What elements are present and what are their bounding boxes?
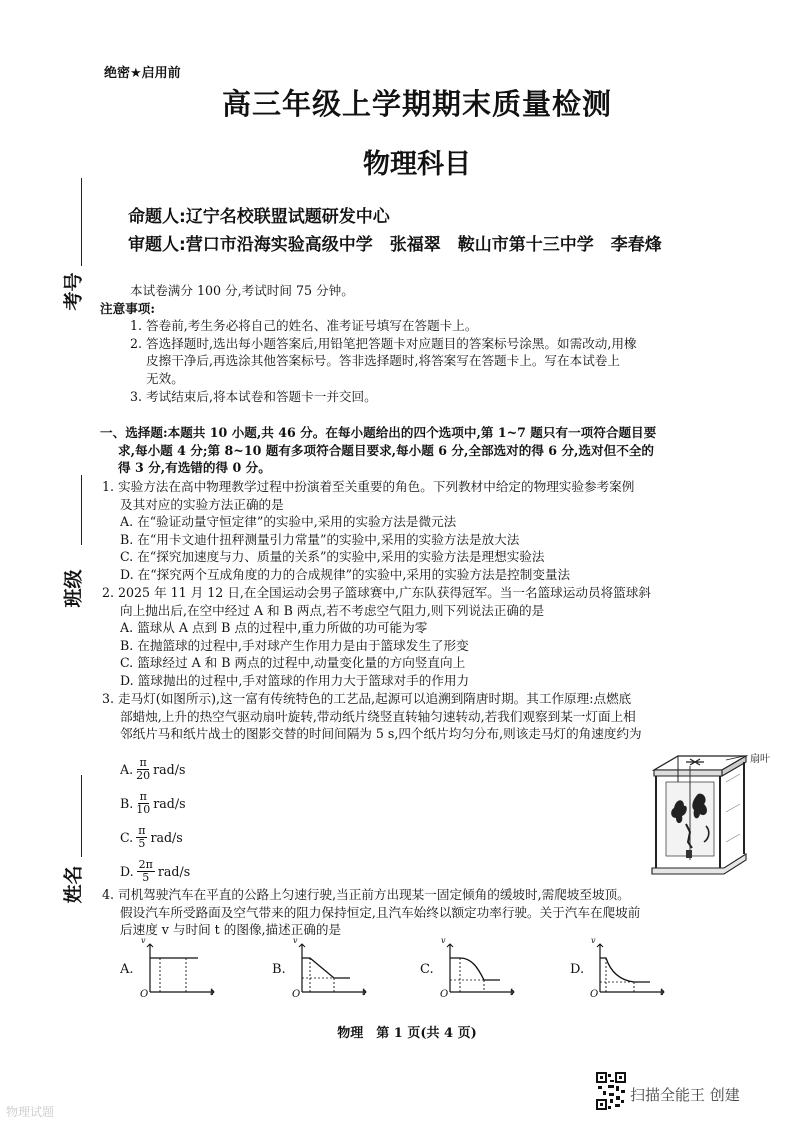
graph-letter: D.: [570, 962, 585, 977]
name-label: 姓名: [62, 865, 85, 904]
q4-stem: 后速度 v 与时间 t 的图像,描述正确的是: [120, 922, 342, 938]
lantern-illustration: [646, 752, 766, 882]
fraction-denominator: 5: [138, 836, 146, 850]
note-item: 2. 答选择题时,选出每小题答案后,用铅笔把答题卡对应题目的答案标号涂黑。如需改动,用橡: [130, 335, 637, 351]
intro-text: 本试卷满分 100 分,考试时间 75 分钟。: [130, 283, 354, 298]
graph-v-label: v: [441, 936, 446, 945]
scanner-watermark: 扫描全能王 创建: [630, 1086, 740, 1104]
q4-stem: 假设汽车所受路面及空气带来的阻力保持恒定,且汽车始终以额定功率行驶。关于汽车在爬坡前: [120, 904, 641, 920]
graph-v-label: v: [591, 936, 596, 945]
graph-v-label: v: [141, 936, 146, 945]
q3-options: [102, 752, 302, 888]
lantern-figure: [646, 752, 770, 882]
q1-option-b: B. 在“用卡文迪什扭秤测量引力常量”的实验中,采用的实验方法是放大法: [120, 531, 520, 547]
graph-v-label: v: [293, 936, 298, 945]
section-line: 求,每小题 4 分;第 8~10 题有多项符合题目要求,每小题 6 分,全部选对的得 6 分,选对但不全的: [118, 442, 654, 458]
q4-graph-a: [120, 936, 216, 1002]
q4-graph-b: [272, 936, 368, 1002]
confidential-mark: 绝密★启用前: [104, 66, 181, 81]
q3-stem: 邻纸片马和纸片战士的图影交替的时间间隔为 5 s,四个纸片均匀分布,则该走马灯的角速度约为: [120, 726, 642, 742]
graph-origin-label: O: [140, 989, 149, 1000]
option-unit: rad/s: [153, 795, 186, 811]
fraction: [136, 757, 150, 782]
note-item: 无效。: [146, 370, 184, 386]
question-4: [102, 886, 770, 939]
fraction-numerator: π: [138, 823, 146, 837]
option-letter: C.: [120, 829, 134, 845]
q3-option-c: [102, 820, 302, 854]
q2-stem: 2. 2025 年 11 月 12 日,在全国运动会男子篮球赛中,广东队获得冠军。当一名篮球运动员将篮球斜: [102, 585, 651, 600]
graph-letter: B.: [272, 962, 286, 977]
fraction-numerator: π: [139, 789, 147, 803]
graph-origin-label: O: [590, 989, 599, 1000]
graph-c-plot: [442, 940, 516, 1000]
fraction: [136, 791, 150, 816]
class-field: [55, 475, 89, 615]
fraction: [137, 859, 155, 884]
q4-stem: 4. 司机驾驶汽车在平直的公路上匀速行驶,当正前方出现某一固定倾角的缓坡时,需爬坡至坡顶。: [102, 887, 630, 902]
exam-title: 高三年级上学期期末质量检测: [221, 87, 612, 121]
graph-t-label: t: [660, 988, 664, 998]
note-item: 1. 答卷前,考生务必将自己的姓名、准考证号填写在答题卡上。: [130, 318, 478, 334]
q1-option-c: C. 在“探究加速度与力、质量的关系”的实验中,采用的实验方法是理想实验法: [120, 549, 545, 565]
class-blank: [81, 475, 82, 545]
graph-t-label: t: [210, 988, 214, 998]
option-unit: rad/s: [153, 761, 186, 777]
author-line: 命题人:辽宁名校联盟试题研发中心: [128, 207, 390, 227]
q2-option-a: A. 篮球从 A 点到 B 点的过程中,重力所做的功可能为零: [120, 620, 428, 636]
question-1: [102, 478, 770, 584]
exam-number-label: 考号: [62, 272, 85, 311]
graph-letter: C.: [420, 962, 434, 977]
q3-option-d: [102, 854, 302, 888]
qr-code: [596, 1072, 626, 1110]
subject-title: 物理科目: [363, 149, 471, 180]
graph-origin-label: O: [440, 989, 449, 1000]
option-unit: rad/s: [157, 863, 191, 879]
graph-a-plot: [142, 940, 216, 1000]
graph-t-label: t: [510, 988, 514, 998]
instructions: [100, 282, 768, 405]
option-letter: D.: [120, 863, 134, 879]
exam-number-field: [55, 178, 89, 318]
fraction-denominator: 5: [142, 870, 150, 884]
question-2: [102, 584, 770, 690]
fraction-numerator: π: [139, 755, 147, 769]
name-field: [55, 775, 89, 915]
name-blank: [81, 775, 82, 857]
class-label: 班级: [62, 569, 85, 608]
graph-b-plot: [294, 940, 368, 1000]
fraction-denominator: 10: [136, 802, 151, 816]
option-unit: rad/s: [150, 829, 183, 845]
q1-option-d: D. 在“探究两个互成角度的力的合成规律”的实验中,采用的实验方法是控制变量法: [120, 566, 571, 582]
q1-stem: 1. 实验方法在高中物理教学过程中扮演着至关重要的角色。下列教材中给定的物理实验参考案例: [102, 479, 635, 494]
q3-option-a: [102, 752, 302, 786]
section-line: 一、选择题:本题共 10 小题,共 46 分。在每小题给出的四个选项中,第 1~7 题只有一项符合题目要: [100, 425, 657, 440]
q1-stem: 及其对应的实验方法正确的是: [120, 496, 284, 512]
exam-number-blank: [81, 178, 82, 266]
graph-origin-label: O: [292, 989, 301, 1000]
reviewer-line: 审题人:营口市沿海实验高级中学 张福翠 鞍山市第十三中学 李春烽: [128, 235, 662, 255]
q3-stem: 3. 走马灯(如图所示),这一富有传统特色的工艺品,起源可以追溯到隋唐时期。其工作原理:点燃底: [102, 691, 632, 706]
q2-option-c: C. 篮球经过 A 和 B 两点的过程中,动量变化量的方向竖直向上: [120, 655, 466, 671]
q2-option-b: B. 在抛篮球的过程中,手对球产生作用力是由于篮球发生了形变: [120, 637, 469, 653]
page-footer: 物理 第 1 页(共 4 页): [337, 1026, 477, 1041]
fan-label: 扇叶: [750, 754, 770, 765]
note-item: 皮擦干净后,再选涂其他答案标号。答非选择题时,将答案写在答题卡上。写在本试卷上: [146, 353, 620, 369]
fraction-denominator: 20: [136, 768, 151, 782]
q4-graph-c: [420, 936, 516, 1002]
option-letter: A.: [120, 761, 134, 777]
corner-watermark: 物理试题: [6, 1105, 55, 1119]
section-heading: [100, 424, 768, 477]
fraction: [136, 825, 147, 850]
q3-option-b: [102, 786, 302, 820]
q4-graph-d: [570, 936, 666, 1002]
qr-code-icon: [596, 1072, 626, 1110]
q2-option-d: D. 篮球抛出的过程中,手对篮球的作用力大于篮球对手的作用力: [120, 672, 470, 688]
fraction-numerator: 2π: [138, 857, 153, 871]
graph-letter: A.: [120, 962, 134, 977]
question-3: [102, 690, 770, 743]
graph-t-label: t: [362, 988, 366, 998]
q2-stem: 向上抛出后,在空中经过 A 和 B 两点,若不考虑空气阻力,则下列说法正确的是: [120, 602, 545, 618]
option-letter: B.: [120, 795, 134, 811]
note-item: 3. 考试结束后,将本试卷和答题卡一并交回。: [130, 388, 377, 404]
graph-d-plot: [592, 940, 666, 1000]
section-line: 得 3 分,有选错的得 0 分。: [118, 460, 271, 476]
q1-option-a: A. 在“验证动量守恒定律”的实验中,采用的实验方法是微元法: [120, 514, 457, 530]
q3-stem: 部蜡烛,上升的热空气驱动扇叶旋转,带动纸片绕竖直转轴匀速转动,若我们观察到某一灯面上相: [120, 708, 636, 724]
notes-heading: 注意事项:: [100, 300, 156, 316]
